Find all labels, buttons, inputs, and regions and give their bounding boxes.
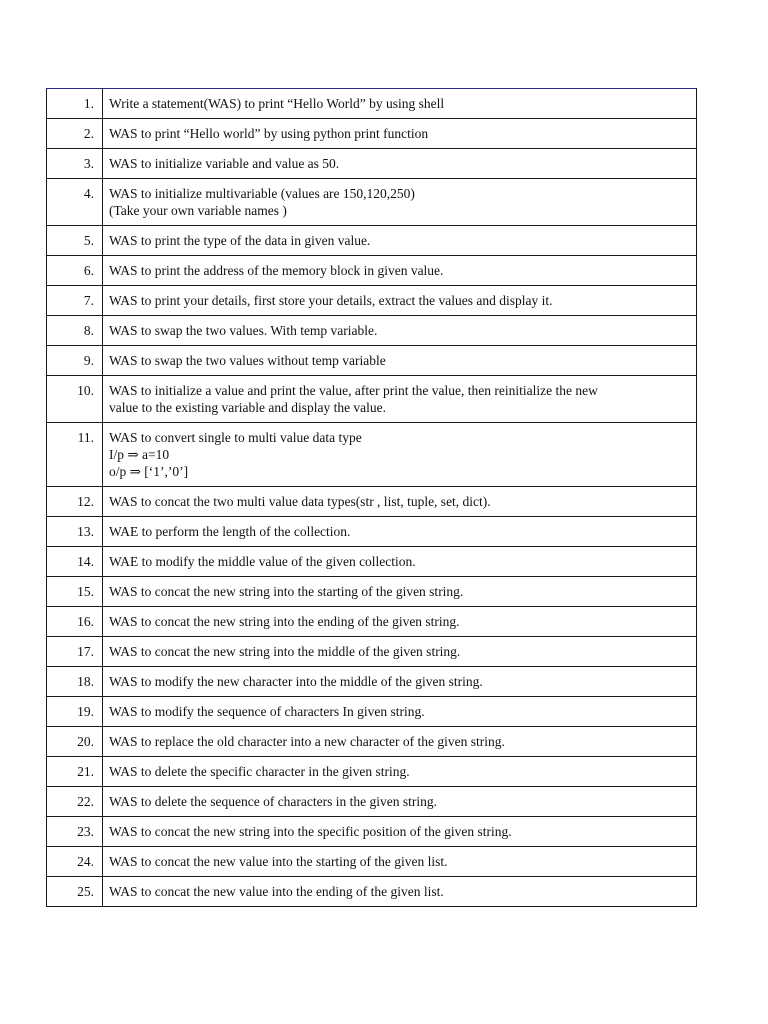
task-text: Write a statement(WAS) to print “Hello World” by using shell [103,89,697,119]
task-number: 18. [47,667,103,697]
task-number: 2. [47,119,103,149]
task-text: WAE to perform the length of the collection. [103,517,697,547]
table-row [47,757,697,787]
task-text: WAS to replace the old character into a new character of the given string. [103,727,697,757]
task-number: 25. [47,877,103,907]
task-number: 14. [47,547,103,577]
task-text: WAS to modify the new character into the middle of the given string. [103,667,697,697]
task-text: WAS to convert single to multi value data type I/p ⇒ a=10 o/p ⇒ [‘1’,’0’] [103,423,697,487]
table-row [47,877,697,907]
task-number: 17. [47,637,103,667]
task-text: WAS to concat the new value into the ending of the given list. [103,877,697,907]
task-number: 5. [47,226,103,256]
task-text: WAS to concat the new string into the ending of the given string. [103,607,697,637]
table-row [47,817,697,847]
task-number: 15. [47,577,103,607]
task-number: 1. [47,89,103,119]
task-number: 16. [47,607,103,637]
table-row [47,226,697,256]
table-row [47,547,697,577]
task-number: 23. [47,817,103,847]
task-text: WAS to modify the sequence of characters In given string. [103,697,697,727]
table-row [47,697,697,727]
task-number: 13. [47,517,103,547]
task-number: 24. [47,847,103,877]
task-text: WAS to print the type of the data in given value. [103,226,697,256]
task-text: WAS to print “Hello world” by using python print function [103,119,697,149]
task-text: WAS to concat the new string into the middle of the given string. [103,637,697,667]
table-row [47,517,697,547]
task-number: 11. [47,423,103,487]
task-number: 6. [47,256,103,286]
task-text: WAS to concat the two multi value data types(str , list, tuple, set, dict). [103,487,697,517]
task-text: WAS to swap the two values. With temp variable. [103,316,697,346]
task-text: WAS to concat the new string into the starting of the given string. [103,577,697,607]
task-number: 4. [47,179,103,226]
table-row [47,423,697,487]
table-row [47,607,697,637]
task-text: WAS to initialize a value and print the value, after print the value, then reinitialize the new value to the existing variable and display the value. [103,376,697,423]
table-row [47,577,697,607]
table-row [47,787,697,817]
task-text: WAS to print the address of the memory block in given value. [103,256,697,286]
task-text: WAS to swap the two values without temp variable [103,346,697,376]
table-row [47,119,697,149]
task-text: WAS to delete the specific character in the given string. [103,757,697,787]
table-row [47,179,697,226]
table-row [47,149,697,179]
task-number: 20. [47,727,103,757]
task-text: WAS to initialize variable and value as 50. [103,149,697,179]
table-row [47,667,697,697]
task-number: 3. [47,149,103,179]
task-text: WAS to concat the new string into the specific position of the given string. [103,817,697,847]
table-row [47,487,697,517]
task-number: 8. [47,316,103,346]
table-row [47,727,697,757]
task-text: WAS to initialize multivariable (values are 150,120,250) (Take your own variable names ) [103,179,697,226]
table-row [47,89,697,119]
task-number: 10. [47,376,103,423]
table-row [47,637,697,667]
task-number: 9. [47,346,103,376]
table-row [47,316,697,346]
task-text: WAS to concat the new value into the starting of the given list. [103,847,697,877]
task-text: WAE to modify the middle value of the given collection. [103,547,697,577]
table-row [47,346,697,376]
task-number: 21. [47,757,103,787]
table-row [47,286,697,316]
task-number: 7. [47,286,103,316]
table-row [47,376,697,423]
table-row [47,847,697,877]
task-text: WAS to print your details, first store your details, extract the values and display it. [103,286,697,316]
task-number: 19. [47,697,103,727]
task-number: 22. [47,787,103,817]
task-number: 12. [47,487,103,517]
task-table [46,88,697,907]
table-row [47,256,697,286]
task-text: WAS to delete the sequence of characters in the given string. [103,787,697,817]
